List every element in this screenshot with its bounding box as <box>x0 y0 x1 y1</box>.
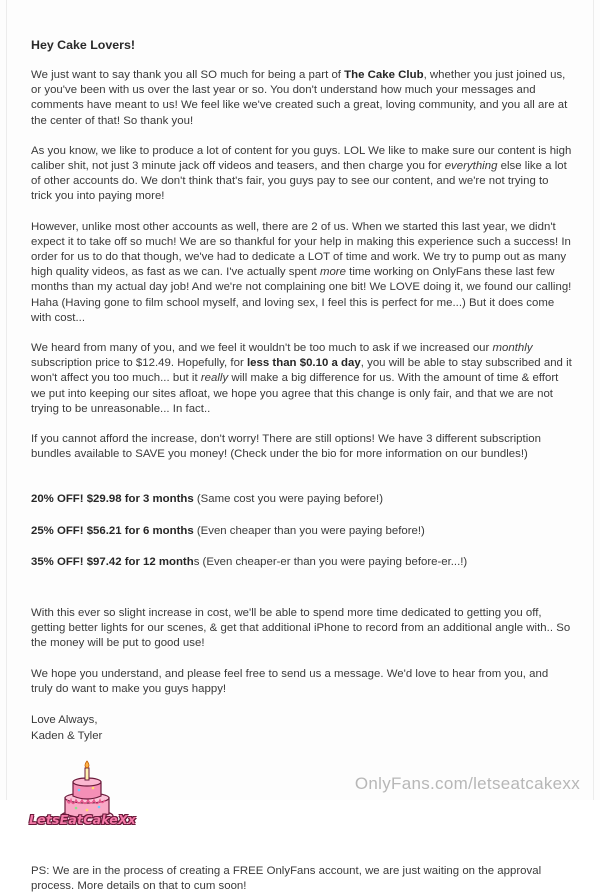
paragraph-good-use: With this ever so slight increase in cost, we'll be able to spend more time dedicated to getting you off, getting better lights for our scenes, & get that additional iPhone to record from an additional angle with.. So the money will be put to good use! <box>31 607 571 650</box>
cake-logo <box>29 758 149 844</box>
cake-logo-icon <box>29 758 149 844</box>
signoff-names: Kaden & Tyler <box>31 730 103 743</box>
paragraph-thanks: We just want to say thank you all SO much for being a part of The Cake Club, whether you just joined us, or you've been with us over the last year or so. You don't understand how much your messages and comments have meant to us! We feel like we've created such a great, loving community, and you all are at the center of that! So thank you! <box>31 69 568 127</box>
paragraph-content: As you know, we like to produce a lot of content for you guys. LOL We like to make sure our content is high caliber shit, not just 3 minute jack off videos and teasers, and then charge you for everything else like a lot of other accounts do. We don't think that's fair, you guys pay to see our content, and we're not trying to trick you into paying more! <box>31 144 572 203</box>
greeting-heading: Hey Cake Lovers! <box>31 38 135 52</box>
logo-wordmark: LetsEatCakeXx <box>29 812 137 828</box>
paragraph-options: If you cannot afford the increase, don't worry! There are still options! We have 3 different subscription bundles available to SAVE you money! (Check under the bio for more information on our bundles!) <box>31 433 541 461</box>
signoff <box>31 712 572 744</box>
paragraph-hope: We hope you understand, and please feel free to send us a message. We'd love to hear from you, and truly do want to make you guys happy! <box>31 667 549 695</box>
paragraph-ps: PS: We are in the process of creating a FREE OnlyFans account, we are just waiting on the approval process. More details on that to cum soon! <box>31 865 542 893</box>
club-name: The Cake Club <box>344 69 424 81</box>
paragraph-price-increase: We heard from many of you, and we feel it wouldn't be too much to ask if we increased our monthly subscription price to $12.49. Hopefully, for less than $0.10 a day, you will be able to stay subscribed and it won't affect you too much... but it really will make a big difference for us. With the amount of time & effort we put into keeping our sites afloat, we hope you agree that this change is only fair, and that we are not trying to be unreasonable... In fact.. <box>31 342 572 415</box>
paragraph-two-of-us: However, unlike most other accounts as well, there are 2 of us. When we started this last year, we didn't expect it to take off so much! We are so thankful for your help in making this experience such a success! In order for us to do that though, we've had to dedicate a LOT of time and work. We try to pump out as many high quality videos, as fast as we can. I've actually spent more time working on OnlyFans these last few months than my actual day job! And we're not complaining one bit! We LOVE doing it, we found our calling! Haha (Having gone to film school myself, and loving sex, I feel this is perfect for me...) But it does come with cost... <box>31 220 572 324</box>
deal-6-months: 25% OFF! $56.21 for 6 months (Even cheaper than you were paying before!) <box>31 524 425 537</box>
deal-12-months: 35% OFF! $97.42 for 12 months (Even cheaper-er than you were paying before-er...!) <box>31 555 468 568</box>
watermark: OnlyFans.com/letseatcakexx <box>354 774 580 793</box>
signoff-line: Love Always, <box>31 714 98 727</box>
deal-3-months: 20% OFF! $29.98 for 3 months (Same cost you were paying before!) <box>31 493 383 506</box>
